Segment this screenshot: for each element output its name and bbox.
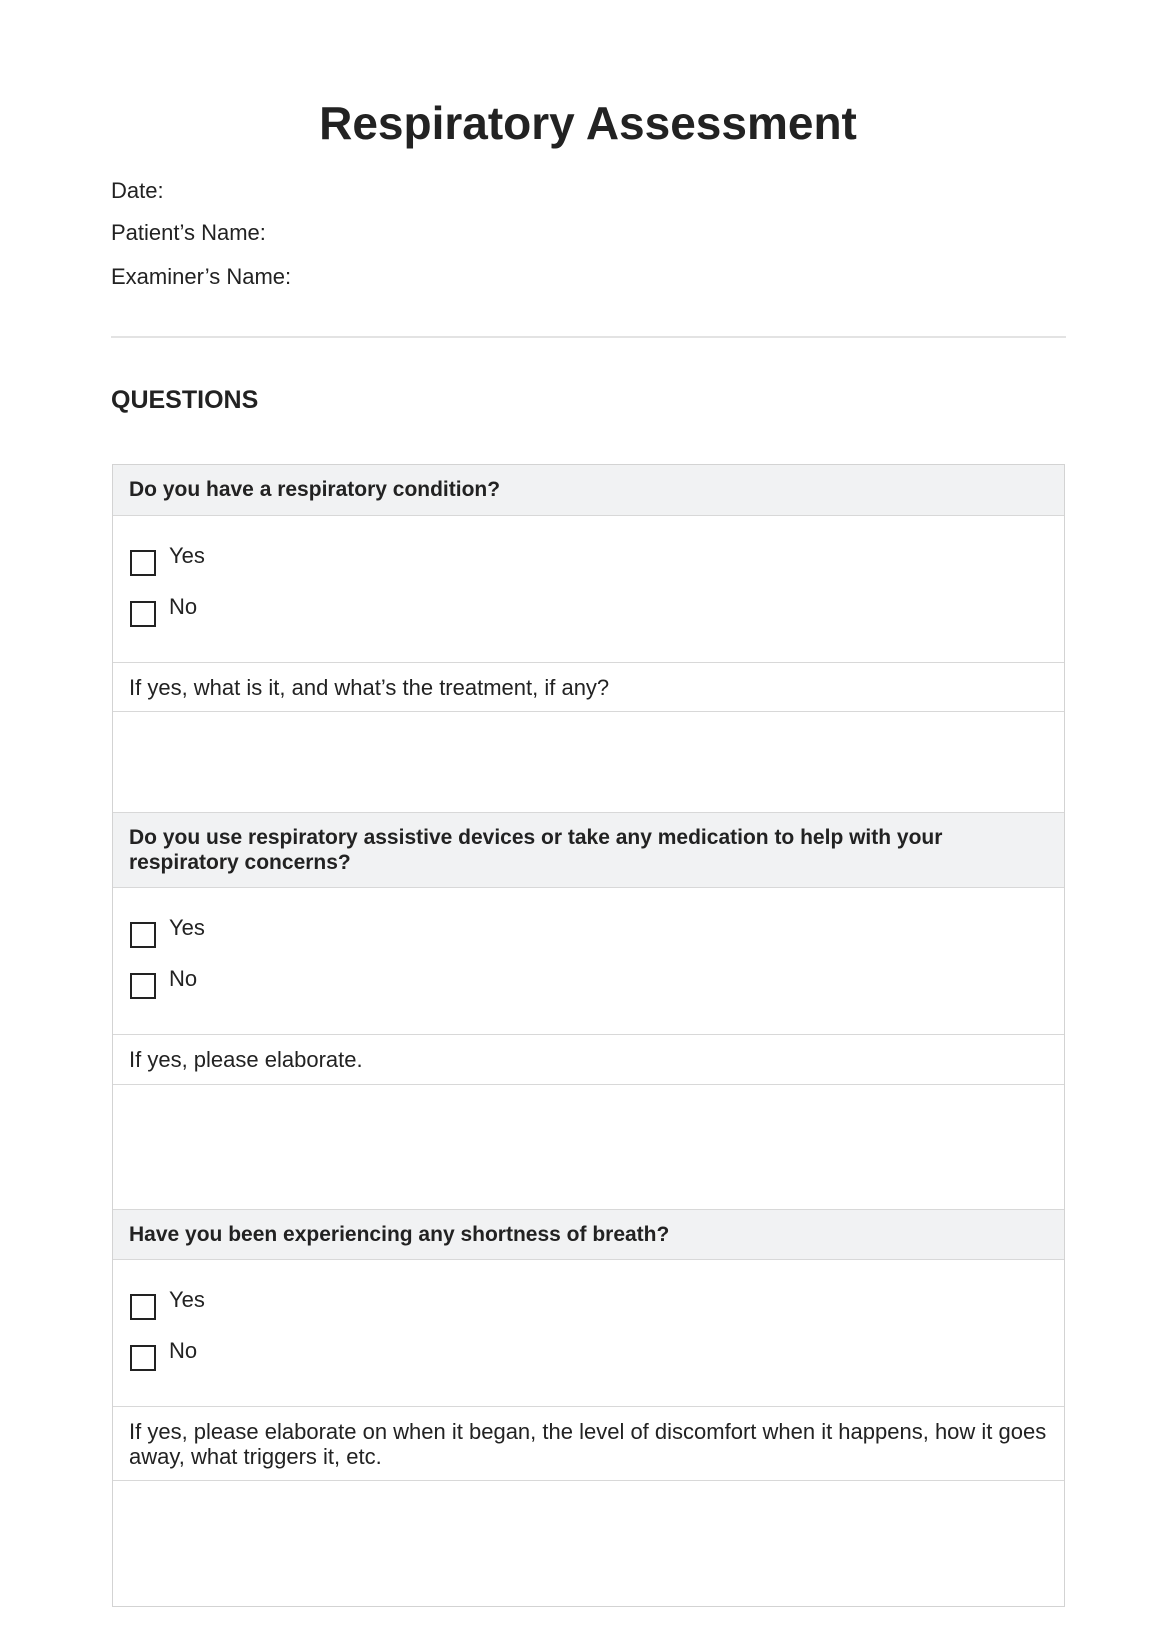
question-2-options <box>113 888 1064 1035</box>
question-3-option-yes[interactable] <box>130 1287 1064 1343</box>
checkbox-icon[interactable] <box>130 973 156 999</box>
question-2-header: Do you use respiratory assistive devices or take any medication to help with your respiratory concerns? <box>113 813 1064 888</box>
date-label: Date: <box>111 178 164 203</box>
header-divider <box>111 336 1066 338</box>
patient-name-label: Patient’s Name: <box>111 220 266 245</box>
question-2-option-no[interactable] <box>130 966 1064 1022</box>
question-1-options <box>113 516 1064 663</box>
question-3-header: Have you been experiencing any shortness of breath? <box>113 1210 1064 1260</box>
questions-table <box>112 464 1065 1607</box>
option-label: No <box>169 966 198 991</box>
question-1-followup: If yes, what is it, and what’s the treatment, if any? <box>113 663 1064 712</box>
option-label: No <box>169 1338 198 1363</box>
question-3-options <box>113 1260 1064 1407</box>
question-3-option-no[interactable] <box>130 1338 1064 1394</box>
option-label: No <box>169 594 198 619</box>
option-label: Yes <box>169 915 205 940</box>
checkbox-icon[interactable] <box>130 550 156 576</box>
questions-heading: QUESTIONS <box>111 386 259 414</box>
question-1-option-yes[interactable] <box>130 543 1064 599</box>
question-2-option-yes[interactable] <box>130 915 1064 971</box>
question-1-answer-area[interactable] <box>113 712 1064 813</box>
question-1-header: Do you have a respiratory condition? <box>113 465 1064 516</box>
question-2-followup: If yes, please elaborate. <box>113 1035 1064 1085</box>
option-label: Yes <box>169 1287 205 1312</box>
checkbox-icon[interactable] <box>130 1345 156 1371</box>
question-1-option-no[interactable] <box>130 594 1064 650</box>
checkbox-icon[interactable] <box>130 922 156 948</box>
checkbox-icon[interactable] <box>130 1294 156 1320</box>
option-label: Yes <box>169 543 205 568</box>
question-2-answer-area[interactable] <box>113 1085 1064 1210</box>
question-3-followup: If yes, please elaborate on when it began, the level of discomfort when it happens, how it goes away, what triggers it, etc. <box>113 1407 1064 1481</box>
examiner-name-label: Examiner’s Name: <box>111 264 292 289</box>
checkbox-icon[interactable] <box>130 601 156 627</box>
question-3-answer-area[interactable] <box>113 1481 1064 1606</box>
document-title: Respiratory Assessment <box>319 97 857 149</box>
